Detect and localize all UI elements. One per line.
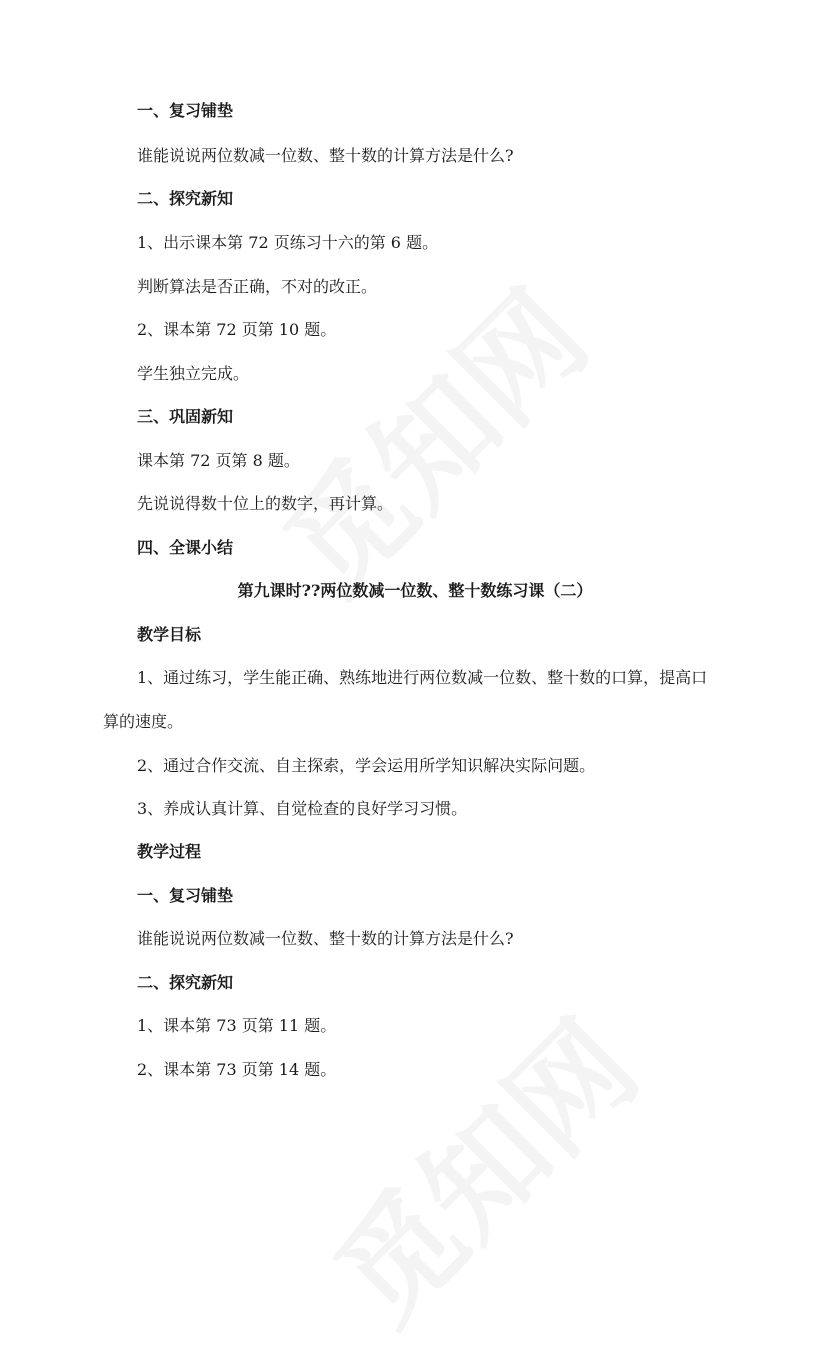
goal-1-line-1: 1、通过练习，学生能正确、熟练地进行两位数减一位数、整十数的口算，提高口 xyxy=(137,668,708,687)
watermark-bottom xyxy=(292,978,668,1354)
section-heading-summary: 四、全课小结 xyxy=(137,538,234,557)
goals-heading: 教学目标 xyxy=(137,625,202,644)
consolidate-note: 先说说得数十位上的数字，再计算。 xyxy=(137,494,394,513)
explore-item-2: 2、课本第 72 页第 10 题。 xyxy=(137,320,337,339)
review-question: 谁能说说两位数减一位数、整十数的计算方法是什么? xyxy=(137,146,514,165)
process-review-question: 谁能说说两位数减一位数、整十数的计算方法是什么? xyxy=(137,929,514,948)
process-explore-item-2: 2、课本第 73 页第 14 题。 xyxy=(137,1060,337,1079)
explore-item-1: 1、出示课本第 72 页练习十六的第 6 题。 xyxy=(137,233,439,252)
explore-item-2-note: 学生独立完成。 xyxy=(137,364,250,383)
process-section-review: 一、复习铺垫 xyxy=(137,886,234,905)
lesson-title: 第九课时??两位数减一位数、整十数练习课（二） xyxy=(237,581,593,600)
process-section-explore: 二、探究新知 xyxy=(137,973,234,992)
section-heading-review: 一、复习铺垫 xyxy=(137,101,234,120)
goal-1-line-2: 算的速度。 xyxy=(103,712,184,731)
consolidate-item: 课本第 72 页第 8 题。 xyxy=(137,451,300,470)
explore-item-1-note: 判断算法是否正确，不对的改正。 xyxy=(137,277,378,296)
process-explore-item-1: 1、课本第 73 页第 11 题。 xyxy=(137,1016,337,1035)
goal-3: 3、养成认真计算、自觉检查的良好学习习惯。 xyxy=(137,799,468,818)
goal-2: 2、通过合作交流、自主探索，学会运用所学知识解决实际问题。 xyxy=(137,756,596,775)
watermark xyxy=(242,248,618,624)
process-heading: 教学过程 xyxy=(137,842,202,861)
section-heading-explore: 二、探究新知 xyxy=(137,189,234,208)
section-heading-consolidate: 三、巩固新知 xyxy=(137,407,234,426)
